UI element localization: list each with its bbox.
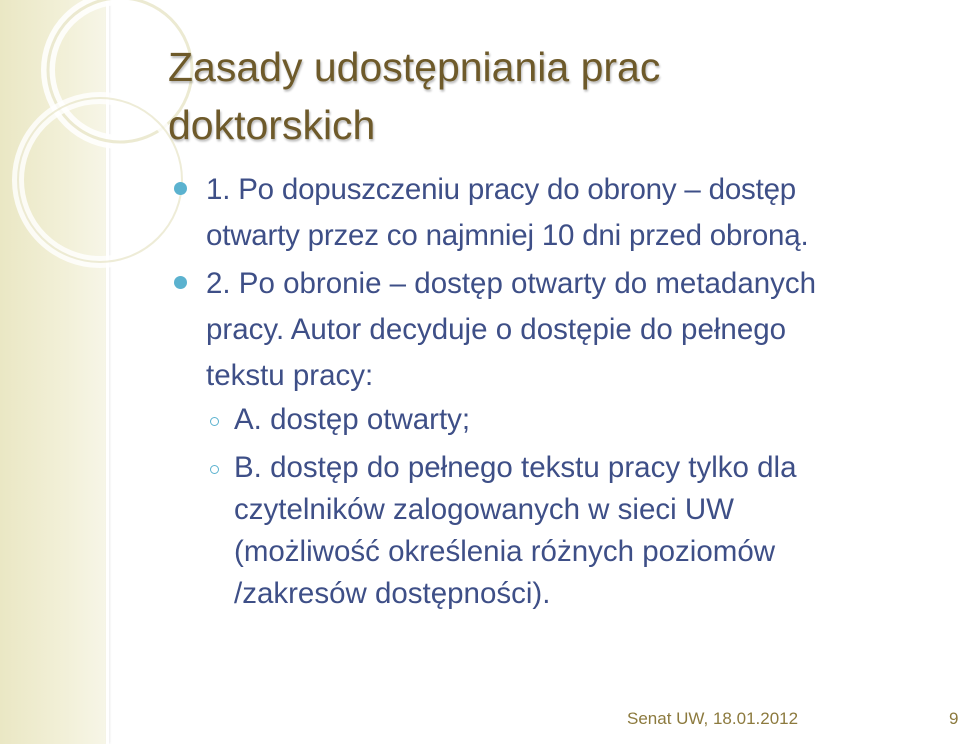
bullet-text: 2. Po obronie – dostęp otwarty do metadanych [206,267,817,300]
bullet-item [174,167,954,259]
sub-bullet-text: B. dostęp do pełnego tekstu pracy tylko dla [234,451,797,484]
slide-title [168,38,908,154]
footer-text: Senat UW, 18.01.2012 [627,709,799,728]
bullet-text: 1. Po dopuszczeniu pracy do obrony – dostęp [206,173,796,206]
bullet-text: otwarty przez co najmniej 10 dni przed obroną. [206,219,809,252]
sub-bullet-item [174,399,954,441]
sub-bullet-text: (możliwość określenia różnych poziomów [234,535,776,568]
title-line: Zasady udostępniania prac [168,44,661,90]
sub-bullet-text: /zakresów dostępności). [234,577,551,610]
bullet-item [174,261,954,399]
title-line: doktorskich [168,102,376,148]
sub-bullet-ring-icon [210,417,219,426]
bullet-text: pracy. Autor decyduje o dostępie do pełnego [206,313,787,346]
page-number: 9 [949,709,959,728]
sub-bullet-text: A. dostęp otwarty; [234,403,471,436]
sub-bullet-item [174,447,954,615]
bullet-dot-icon [174,182,187,195]
bullet-dot-icon [174,276,187,289]
bullet-text: tekstu pracy: [206,359,374,392]
sub-bullet-text: czytelników zalogowanych w sieci UW [234,493,735,526]
sub-bullet-ring-icon [210,465,219,474]
bullet-list [174,167,954,615]
